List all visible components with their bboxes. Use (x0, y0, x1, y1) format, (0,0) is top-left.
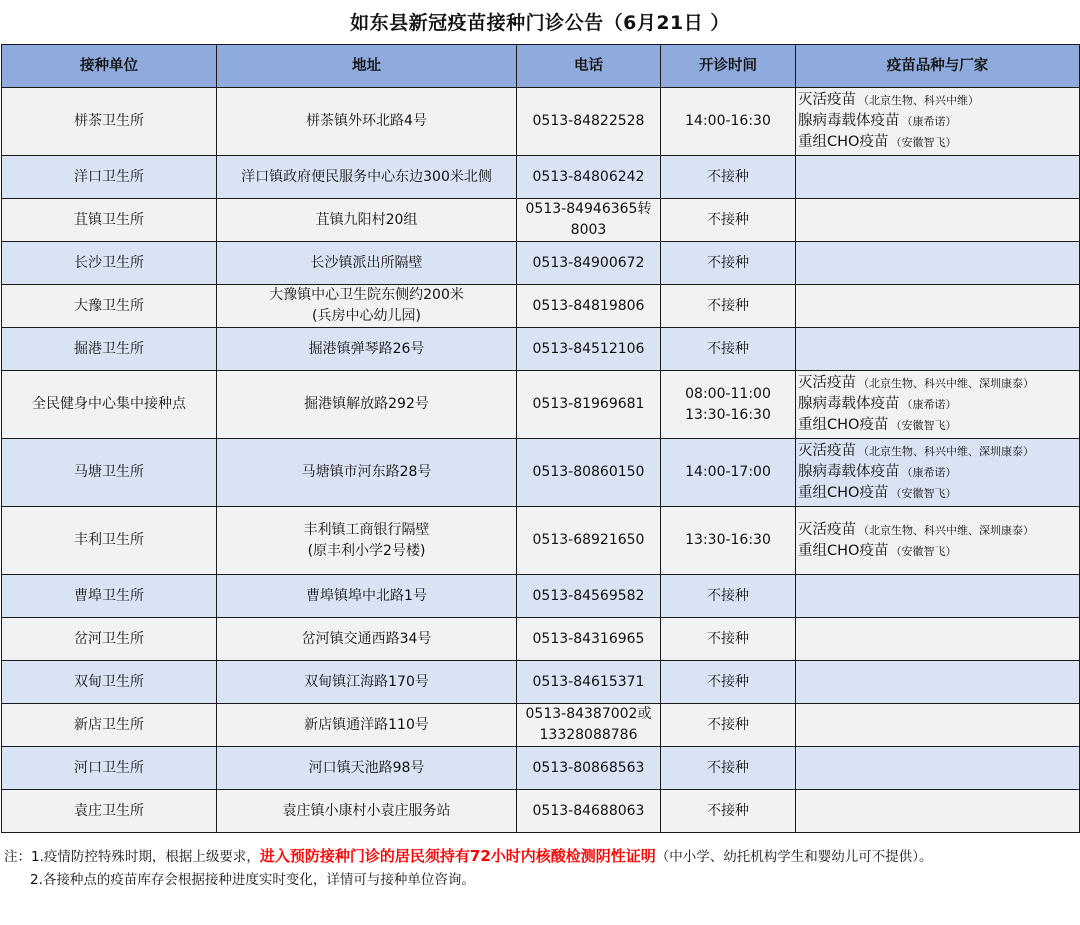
cell-address (217, 285, 517, 328)
cell-vaccines (796, 439, 1080, 507)
cell-hours (661, 575, 796, 618)
cell-hours (661, 328, 796, 371)
cell-phone-line: 0513-84615371 (532, 673, 645, 690)
cell-address (217, 790, 517, 833)
cell-hours-line: 14:00-16:30 (685, 113, 771, 129)
cell-phone-line: 0513-84569582 (532, 587, 645, 604)
cell-hours-line: 14:00-17:00 (685, 464, 771, 480)
vaccine-maker: （康希诺） (901, 466, 957, 479)
cell-address (217, 661, 517, 704)
footnote-1-prefix: 注：1.疫情防控特殊时期，根据上级要求， (4, 849, 260, 865)
cell-unit: 大豫卫生所 (2, 285, 217, 328)
table-row (2, 439, 1080, 507)
vaccine-entry (798, 441, 1077, 462)
cell-phone-line: 0513-84512106 (532, 340, 645, 357)
cell-hours (661, 661, 796, 704)
cell-hours-line: 不接种 (707, 340, 749, 357)
cell-vaccines (796, 575, 1080, 618)
cell-phone (517, 371, 661, 439)
table-row (2, 199, 1080, 242)
footnote-2: 2.各接种点的疫苗库存会根据接种进度实时变化，详情可与接种单位咨询。 (30, 872, 475, 888)
cell-address-line: 掘港镇解放路292号 (304, 396, 429, 412)
cell-address-line: 苴镇九阳村20组 (315, 211, 418, 228)
vaccine-entry (798, 462, 1077, 483)
cell-vaccines (796, 242, 1080, 285)
cell-hours (661, 618, 796, 661)
cell-phone (517, 575, 661, 618)
vaccine-entry (798, 373, 1077, 394)
table-row (2, 242, 1080, 285)
cell-address (217, 242, 517, 285)
cell-hours-line: 不接种 (707, 168, 749, 185)
cell-unit: 掘港卫生所 (2, 328, 217, 371)
cell-address-line: 大豫镇中心卫生院东侧约200米 (269, 287, 464, 303)
cell-unit: 河口卫生所 (2, 747, 217, 790)
cell-phone (517, 328, 661, 371)
cell-address-line: 掘港镇弹琴路26号 (308, 340, 425, 357)
cell-phone-line: 13328088786 (539, 727, 638, 743)
vaccine-entry (798, 111, 1077, 132)
cell-vaccines (796, 285, 1080, 328)
cell-address-line: (原丰利小学2号楼) (307, 542, 426, 559)
vaccine-name: 重组CHO疫苗 (798, 417, 889, 433)
vaccine-name: 腺病毒载体疫苗 (798, 113, 900, 129)
cell-hours (661, 242, 796, 285)
vaccine-entry (798, 541, 1077, 562)
table-header-row (2, 45, 1080, 88)
cell-hours-line: 不接种 (707, 211, 749, 228)
cell-hours (661, 88, 796, 156)
vaccine-entry (798, 132, 1077, 153)
cell-unit: 新店卫生所 (2, 704, 217, 747)
cell-unit: 岔河卫生所 (2, 618, 217, 661)
vaccine-name: 腺病毒载体疫苗 (798, 464, 900, 480)
vaccine-entry (798, 394, 1077, 415)
table-row (2, 328, 1080, 371)
vaccine-name: 腺病毒载体疫苗 (798, 396, 900, 412)
cell-address (217, 507, 517, 575)
vaccine-maker: （安徽智飞） (890, 419, 957, 432)
column-header-vaccines: 疫苗品种与厂家 (796, 45, 1080, 88)
cell-phone (517, 704, 661, 747)
cell-hours-line: 不接种 (707, 630, 749, 647)
cell-phone (517, 507, 661, 575)
cell-phone-line: 0513-84819806 (532, 297, 645, 314)
cell-unit: 长沙卫生所 (2, 242, 217, 285)
cell-hours-line: 不接种 (707, 716, 749, 733)
cell-unit: 马塘卫生所 (2, 439, 217, 507)
cell-address (217, 88, 517, 156)
cell-address-line: 双甸镇江海路170号 (304, 673, 429, 690)
cell-vaccines (796, 156, 1080, 199)
column-header-unit: 接种单位 (2, 45, 217, 88)
cell-address (217, 156, 517, 199)
cell-phone-line: 0513-81969681 (532, 396, 645, 412)
cell-phone-line: 0513-84387002或 (525, 706, 652, 722)
cell-vaccines (796, 790, 1080, 833)
vaccine-name: 灭活疫苗 (798, 521, 856, 538)
cell-address-line: 马塘镇市河东路28号 (301, 464, 432, 480)
cell-hours (661, 747, 796, 790)
vaccine-maker: （安徽智飞） (890, 136, 957, 149)
cell-unit: 袁庄卫生所 (2, 790, 217, 833)
cell-hours-line: 不接种 (707, 254, 749, 271)
cell-address (217, 199, 517, 242)
cell-phone (517, 88, 661, 156)
vaccine-maker: （北京生物、科兴中维、深圳康泰） (858, 523, 1034, 537)
cell-vaccines (796, 661, 1080, 704)
table-row (2, 747, 1080, 790)
cell-address-line: (兵房中心幼儿园) (312, 308, 421, 324)
cell-phone (517, 747, 661, 790)
cell-phone-line: 0513-84316965 (532, 630, 645, 647)
cell-hours (661, 199, 796, 242)
cell-vaccines (796, 747, 1080, 790)
column-header-phone: 电话 (517, 45, 661, 88)
table-row (2, 575, 1080, 618)
vaccine-entry (798, 520, 1077, 541)
vaccine-name: 重组CHO疫苗 (798, 485, 889, 501)
cell-hours (661, 790, 796, 833)
table-row (2, 156, 1080, 199)
cell-phone-line: 0513-68921650 (532, 532, 645, 548)
cell-vaccines (796, 371, 1080, 439)
cell-hours-line: 不接种 (707, 759, 749, 776)
cell-unit: 丰利卫生所 (2, 507, 217, 575)
cell-address-line: 洋口镇政府便民服务中心东边300米北侧 (241, 168, 492, 185)
vaccine-entry (798, 415, 1077, 436)
cell-hours-line: 不接种 (707, 587, 749, 604)
vaccine-maker: （康希诺） (901, 115, 957, 128)
cell-address-line: 袁庄镇小康村小袁庄服务站 (282, 802, 451, 819)
cell-phone-line: 0513-80860150 (532, 464, 645, 480)
cell-hours-line: 不接种 (707, 802, 749, 819)
cell-phone (517, 790, 661, 833)
cell-hours-line: 08:00-11:00 (685, 385, 771, 402)
vaccine-name: 灭活疫苗 (798, 443, 856, 459)
table-row (2, 704, 1080, 747)
cell-hours (661, 156, 796, 199)
cell-vaccines (796, 618, 1080, 661)
vaccine-name: 重组CHO疫苗 (798, 134, 889, 150)
cell-unit: 栟茶卫生所 (2, 88, 217, 156)
cell-hours (661, 704, 796, 747)
footnote-1-emphasis: 进入预防接种门诊的居民须持有72小时内核酸检测阴性证明 (259, 847, 656, 865)
cell-unit: 全民健身中心集中接种点 (2, 371, 217, 439)
cell-address (217, 371, 517, 439)
cell-phone-line: 0513-84900672 (532, 254, 645, 271)
cell-vaccines (796, 328, 1080, 371)
page-title: 如东县新冠疫苗接种门诊公告（6月21日 ） (350, 12, 730, 34)
clinic-schedule-table (1, 44, 1080, 833)
cell-vaccines (796, 88, 1080, 156)
cell-phone (517, 285, 661, 328)
cell-phone-line: 0513-84946365转 (525, 201, 652, 217)
cell-phone-line: 8003 (570, 222, 607, 238)
vaccine-entry (798, 90, 1077, 111)
cell-hours (661, 507, 796, 575)
vaccine-maker: （康希诺） (901, 398, 957, 411)
footnote-1 (4, 845, 933, 869)
footnote-1-suffix: （中小学、幼托机构学生和婴幼儿可不提供）。 (655, 849, 933, 865)
cell-hours (661, 285, 796, 328)
table-row (2, 661, 1080, 704)
cell-phone (517, 618, 661, 661)
vaccine-name: 灭活疫苗 (798, 375, 856, 391)
cell-address (217, 439, 517, 507)
cell-phone (517, 242, 661, 285)
cell-hours-line: 不接种 (707, 673, 749, 690)
vaccine-maker: （安徽智飞） (890, 487, 957, 500)
cell-address-line: 曹埠镇埠中北路1号 (306, 587, 427, 604)
cell-address (217, 328, 517, 371)
cell-hours-line: 不接种 (707, 297, 749, 314)
vaccine-maker: （北京生物、科兴中维、深圳康泰） (858, 445, 1034, 458)
cell-address-line: 新店镇通洋路110号 (304, 716, 429, 733)
table-row (2, 618, 1080, 661)
cell-hours (661, 371, 796, 439)
cell-phone (517, 199, 661, 242)
cell-phone-line: 0513-80868563 (532, 759, 645, 776)
cell-vaccines (796, 704, 1080, 747)
cell-phone-line: 0513-84822528 (532, 113, 645, 129)
cell-address-line: 长沙镇派出所隔壁 (310, 254, 423, 271)
cell-vaccines (796, 199, 1080, 242)
cell-unit: 苴镇卫生所 (2, 199, 217, 242)
column-header-hours: 开诊时间 (661, 45, 796, 88)
cell-address (217, 618, 517, 661)
cell-hours-line: 13:30-16:30 (685, 532, 771, 548)
vaccine-maker: （安徽智飞） (890, 544, 957, 558)
cell-phone (517, 661, 661, 704)
cell-hours (661, 439, 796, 507)
table-row (2, 790, 1080, 833)
vaccine-maker: （北京生物、科兴中维） (858, 94, 979, 107)
table-row (2, 507, 1080, 575)
cell-unit: 双甸卫生所 (2, 661, 217, 704)
cell-hours-line: 13:30-16:30 (685, 406, 771, 423)
cell-phone-line: 0513-84688063 (532, 802, 645, 819)
cell-unit: 洋口卫生所 (2, 156, 217, 199)
footnotes (4, 845, 933, 892)
cell-phone (517, 439, 661, 507)
cell-vaccines (796, 507, 1080, 575)
cell-address-line: 河口镇天池路98号 (308, 759, 425, 776)
vaccine-maker: （北京生物、科兴中维、深圳康泰） (858, 377, 1034, 390)
cell-address (217, 747, 517, 790)
table-row (2, 285, 1080, 328)
cell-address (217, 575, 517, 618)
cell-address-line: 岔河镇交通西路34号 (301, 630, 432, 647)
cell-address-line: 丰利镇工商银行隔壁 (303, 521, 430, 538)
cell-address (217, 704, 517, 747)
column-header-address: 地址 (217, 45, 517, 88)
vaccine-name: 灭活疫苗 (798, 92, 856, 108)
cell-address-line: 栟茶镇外环北路4号 (306, 113, 427, 129)
cell-phone (517, 156, 661, 199)
table-row (2, 371, 1080, 439)
cell-phone-line: 0513-84806242 (532, 168, 645, 185)
cell-unit: 曹埠卫生所 (2, 575, 217, 618)
table-row (2, 88, 1080, 156)
vaccine-name: 重组CHO疫苗 (798, 542, 889, 559)
vaccine-entry (798, 483, 1077, 504)
